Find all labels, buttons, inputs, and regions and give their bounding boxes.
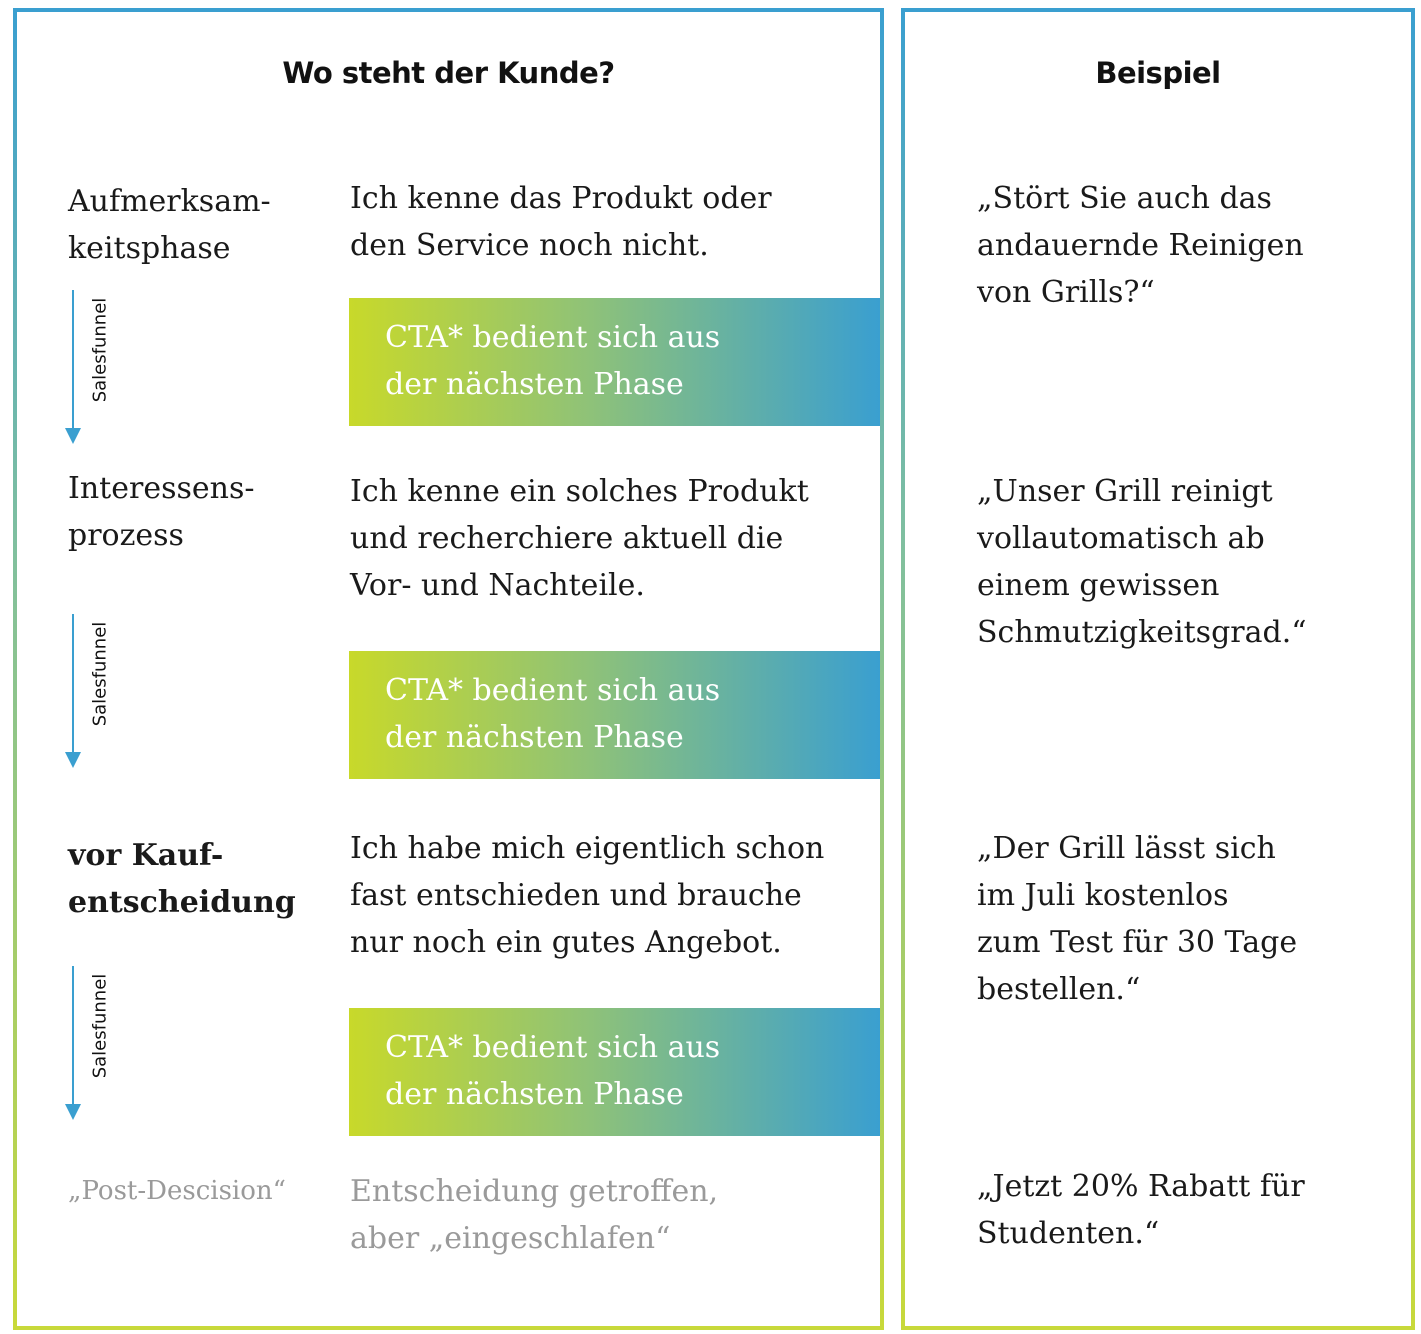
example-pre-purchase: „Der Grill lässt sich im Juli kostenlos zum Test für 30 Tage bestellen.“ <box>977 831 1298 1007</box>
salesfunnel-label: Salesfunnel <box>89 621 111 727</box>
arrow-line <box>72 966 74 1106</box>
cta-box-3 <box>349 1008 880 1136</box>
cta-box-1 <box>349 298 880 426</box>
description-pre-purchase: Ich habe mich eigentlich schon fast entschieden und brauche nur noch ein gutes Angebot. <box>350 831 825 960</box>
cta-text: CTA* bedient sich aus der nächsten Phase <box>385 1030 721 1112</box>
arrow-line <box>72 614 74 754</box>
arrow-line <box>72 290 74 430</box>
arrow-down-icon <box>65 1104 81 1120</box>
salesfunnel-arrow-3 <box>60 966 120 1126</box>
description-awareness: Ich kenne das Produkt oder den Service noch nicht. <box>350 181 772 263</box>
arrow-down-icon <box>65 752 81 768</box>
salesfunnel-arrow-2 <box>60 614 120 774</box>
example-awareness: „Stört Sie auch das andauernde Reinigen von Grills?“ <box>977 181 1304 310</box>
salesfunnel-label: Salesfunnel <box>89 297 111 403</box>
example-post-decision: „Jetzt 20% Rabatt für Studenten.“ <box>977 1169 1305 1251</box>
example-heading: Beispiel <box>1095 56 1221 90</box>
cta-box-2 <box>349 651 880 779</box>
description-post-decision: Entscheidung getroffen, aber „eingeschlafen“ <box>350 1174 719 1256</box>
phase-awareness: Aufmerksam- keitsphase <box>68 184 271 266</box>
cta-text: CTA* bedient sich aus der nächsten Phase <box>385 673 721 755</box>
phase-pre-purchase: vor Kauf- entscheidung <box>68 838 296 920</box>
phase-interest: Interessens- prozess <box>68 471 255 553</box>
description-interest: Ich kenne ein solches Produkt und recherchiere aktuell die Vor- und Nachteile. <box>350 474 809 603</box>
customer-stage-heading: Wo steht der Kunde? <box>282 56 615 90</box>
salesfunnel-label: Salesfunnel <box>89 973 111 1079</box>
phase-post-decision: „Post-Descision“ <box>68 1176 286 1206</box>
example-interest: „Unser Grill reinigt vollautomatisch ab einem gewissen Schmutzigkeitsgrad.“ <box>977 474 1307 650</box>
salesfunnel-arrow-1 <box>60 290 120 450</box>
cta-text: CTA* bedient sich aus der nächsten Phase <box>385 320 721 402</box>
arrow-down-icon <box>65 428 81 444</box>
